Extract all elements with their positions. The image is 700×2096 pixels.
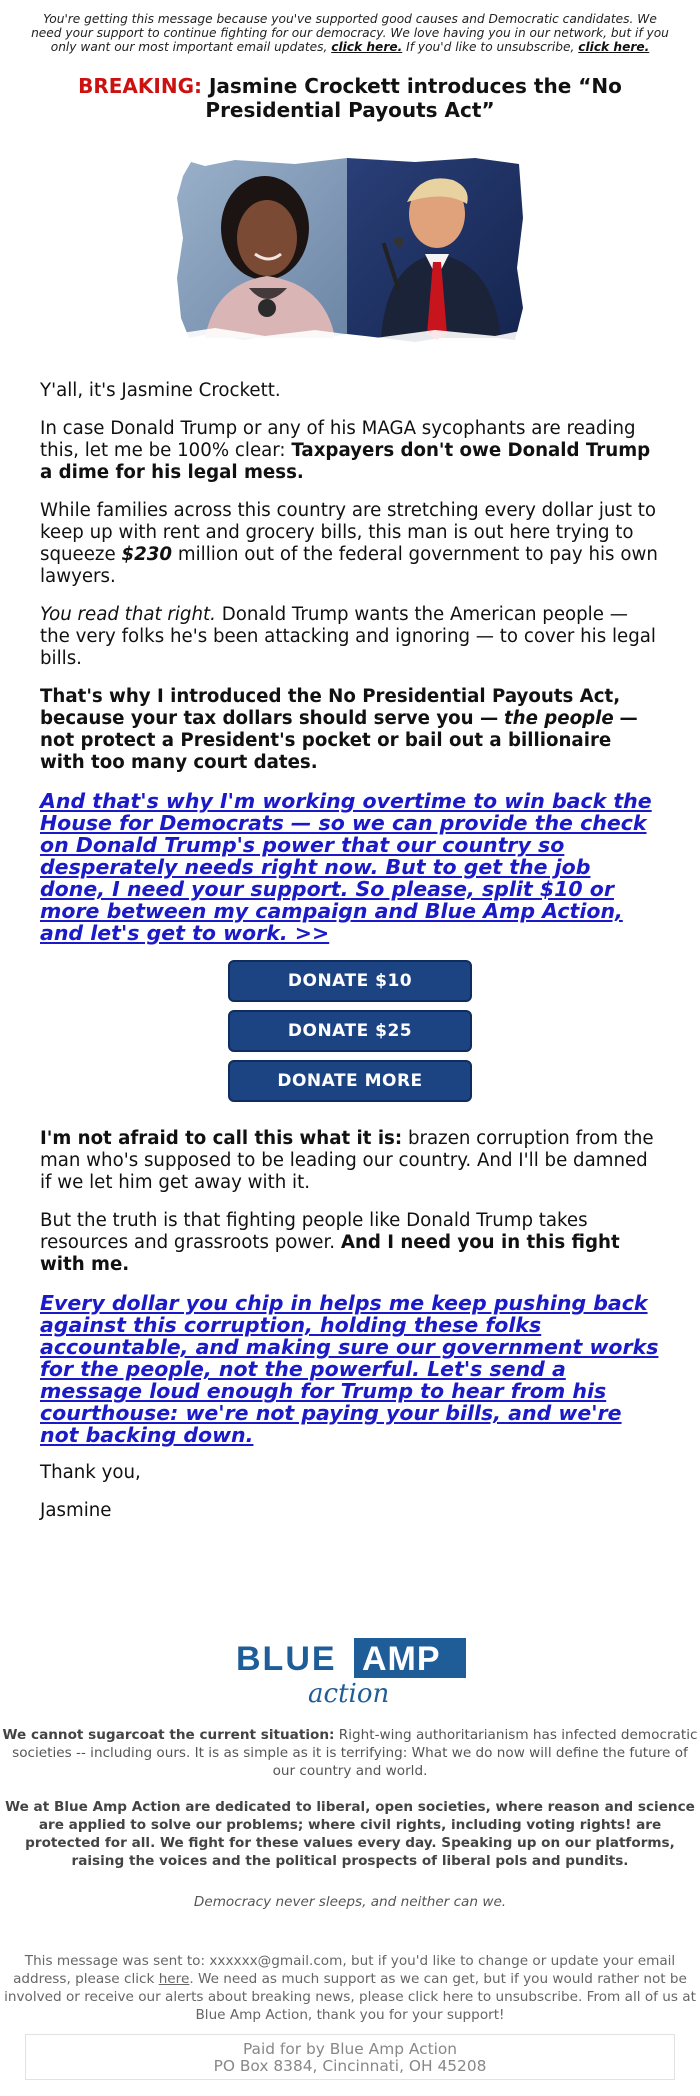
- hero-collage: [175, 158, 525, 348]
- donate-buttons: [40, 960, 660, 1102]
- paragraph-4-italic: the people: [503, 708, 614, 729]
- signoff: Thank you,: [40, 1462, 141, 1483]
- footer-paragraph-2-bold: We at Blue Amp Action are dedicated to liberal, open societies, where reason and science are applied to solve our problems; where civil rights, including voting rights! are protected for all. We fight for these values every day. Speaking up on our platforms, raising the voices and the political prospects of liberal pols and pundits.: [5, 1799, 695, 1869]
- footer-paragraph-2: [2, 1798, 698, 1870]
- donate-10-button[interactable]: DONATE $10: [228, 960, 472, 1002]
- unsubscribe-link[interactable]: click here.: [578, 40, 650, 54]
- paragraph-1: [40, 418, 660, 484]
- paragraph-2-text-b: million out of the federal government to pay his own lawyers.: [40, 544, 658, 587]
- blue-amp-action-logo: [0, 1634, 700, 1708]
- donate-cta-link-1[interactable]: And that's why I'm working overtime to win back the House for Democrats — so we can provide the check on Donald Trump's power that our country so desperately needs right now. But to get the job done, I need your support. So please, split $10 or more between my campaign and Blue Amp Action, and let's get to work. >>: [40, 789, 652, 945]
- email-preferences-link[interactable]: click here.: [331, 40, 403, 54]
- paragraph-2-text-a: While families across this country are stretching every dollar just to keep up with rent and grocery bills, this man is out here trying to squeeze: [40, 500, 657, 565]
- donate-cta-link-2[interactable]: Every dollar you chip in helps me keep pushing back against this corruption, holding these folks accountable, and making sure our government works for the people, not the powerful. Let's send a message loud enough for Trump to hear from his courthouse: we're not paying your bills, and we're not backing down.: [40, 1291, 659, 1447]
- paragraph-3: [40, 604, 660, 670]
- paragraph-5: [40, 1128, 660, 1194]
- paragraph-1-bold: Taxpayers don't owe Donald Trump a dime for his legal mess.: [40, 440, 651, 483]
- footer-motto: Democracy never sleeps, and neither can we.: [193, 1894, 507, 1910]
- donate-more-button[interactable]: DONATE MORE: [228, 1060, 472, 1102]
- signature: Jasmine: [40, 1500, 112, 1521]
- paragraph-4-bold-a: That's why I introduced the No Presidential Payouts Act, because your tax dollars should serve you —: [40, 686, 621, 729]
- greeting: Y'all, it's Jasmine Crockett.: [40, 380, 281, 401]
- amount-230: $230: [121, 544, 173, 565]
- paragraph-6-bold: And I need you in this fight with me.: [40, 1232, 620, 1275]
- paid-for-line: Paid for by Blue Amp Action: [242, 2040, 458, 2058]
- email-body: [40, 380, 660, 1522]
- paragraph-3-text: Donald Trump wants the American people — the very folks he's been attacking and ignoring — to cover his legal bills.: [40, 604, 656, 669]
- update-email-link[interactable]: here: [158, 1971, 190, 1987]
- footer-sent-text-a: This message was sent to: xxxxxx@gmail.com, but if you'd like to change or update your email address, please click: [13, 1953, 676, 1987]
- logo-word-blue: BLUE: [236, 1640, 337, 1678]
- paragraph-4: [40, 686, 660, 774]
- breaking-label: BREAKING:: [78, 74, 202, 98]
- paragraph-6: [40, 1210, 660, 1276]
- footer-sent-notice: [0, 1952, 700, 2024]
- email-page: [0, 12, 700, 2080]
- footer-paragraph-1-text: Right-wing authoritarianism has infected democratic societies -- including ours. It is as simple as it is terrifying: What we do now will define the future of our country and world.: [12, 1727, 698, 1779]
- paragraph-1-text: In case Donald Trump or any of his MAGA sycophants are reading this, let me be 100% clear:: [40, 418, 636, 461]
- footer-paragraph-1-bold: We cannot sugarcoat the current situation:: [2, 1727, 335, 1743]
- paragraph-5-text: brazen corruption from the man who's supposed to be leading our country. And I'll be damned if we let him get away with it.: [40, 1128, 654, 1193]
- preheader-text-2: If you'd like to unsubscribe,: [406, 40, 575, 54]
- paragraph-5-bold: I'm not afraid to call this what it is:: [40, 1128, 403, 1149]
- footer-paragraph-1: [2, 1726, 698, 1780]
- preheader: [30, 12, 670, 54]
- footer-sent-text-b: . We need as much support as we can get, but if you would rather not be involved or receive our alerts about breaking news, please click here to unsubscribe. From all of us at Blue Amp Action, thank you for your support!: [4, 1971, 696, 2023]
- headline-title: Jasmine Crockett introduces the “No Presidential Payouts Act”: [205, 74, 622, 122]
- paid-for-box: [25, 2034, 675, 2080]
- paragraph-6-text: But the truth is that fighting people like Donald Trump takes resources and grassroots power.: [40, 1210, 588, 1253]
- preheader-text-1: You're getting this message because you've supported good causes and Democratic candidates. We need your support to continue fighting for our democracy. We love having you in our network, but if you only want our most important email updates,: [31, 12, 669, 54]
- donate-25-button[interactable]: DONATE $25: [228, 1010, 472, 1052]
- paragraph-3-italic: You read that right.: [40, 604, 216, 625]
- logo-mark: [230, 1634, 470, 1708]
- logo-word-amp: AMP: [362, 1640, 441, 1678]
- mailing-address: PO Box 8384, Cincinnati, OH 45208: [213, 2057, 487, 2075]
- logo-word-action: action: [308, 1679, 390, 1708]
- paragraph-2: [40, 500, 660, 588]
- paragraph-4-bold-b: — not protect a President's pocket or bail out a billionaire with too many court dates.: [40, 708, 638, 773]
- headline: [70, 74, 630, 122]
- hero-image: [175, 158, 525, 348]
- footer: [0, 1634, 700, 2080]
